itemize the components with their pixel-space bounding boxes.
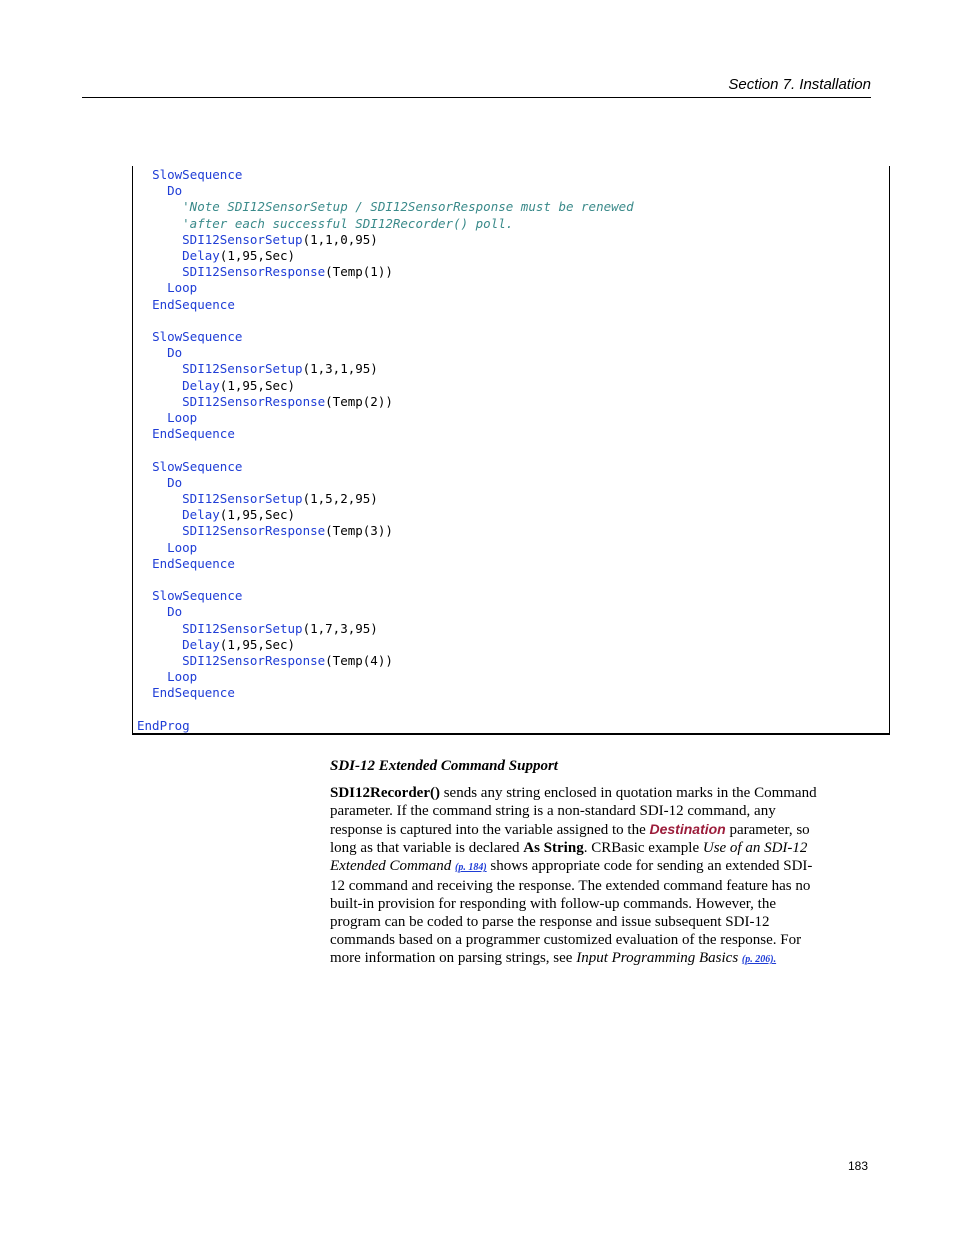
text-run: program can be coded to parse the response and issue subsequent SDI-12 — [330, 914, 770, 930]
code-text: (Temp(2)) — [325, 393, 393, 409]
code-keyword: Delay — [182, 636, 220, 652]
italic-title: Extended Command — [330, 858, 452, 874]
code-text: (1,3,1,95) — [302, 361, 378, 377]
code-text: (1,95,Sec) — [219, 507, 296, 523]
paragraph-line — [330, 784, 850, 802]
code-text — [137, 604, 167, 619]
section-title: Section 7. Installation — [728, 76, 871, 93]
code-line — [137, 426, 235, 442]
code-line — [137, 280, 197, 296]
text-run: . CRBasic example — [583, 840, 703, 856]
text-run: 12 command and receiving the response. The extended command feature has no — [330, 878, 811, 894]
paragraph-line — [330, 820, 850, 839]
code-text — [137, 556, 152, 571]
code-text — [137, 669, 167, 684]
bold-term: As String — [523, 840, 584, 856]
code-text — [137, 378, 182, 393]
code-comment: 'Note SDI12SensorSetup / SDI12SensorResponse must be renewed — [182, 199, 634, 215]
code-keyword: Loop — [167, 280, 198, 296]
code-keyword: EndSequence — [152, 296, 235, 312]
text-run: built-in provision for responding with follow-up commands. However, the — [330, 896, 776, 912]
code-text — [137, 199, 182, 214]
code-keyword: SDI12SensorSetup — [182, 231, 303, 247]
text-run: shows appropriate code for sending an extended SDI- — [486, 858, 813, 874]
code-line — [137, 475, 182, 491]
code-keyword: Delay — [182, 507, 220, 523]
code-keyword: SlowSequence — [152, 458, 243, 474]
code-line — [137, 523, 393, 539]
paragraph-line — [330, 913, 850, 931]
code-keyword: Loop — [167, 669, 198, 685]
code-text: (1,7,3,95) — [302, 620, 378, 636]
code-text: (1,95,Sec) — [219, 248, 296, 263]
code-line — [137, 216, 513, 232]
code-keyword: EndSequence — [152, 426, 235, 442]
code-text — [137, 183, 167, 198]
code-text: (1,1,0,95) — [302, 231, 378, 247]
paragraph-line — [330, 931, 850, 949]
code-keyword: SDI12SensorResponse — [182, 264, 326, 280]
code-line — [137, 248, 295, 264]
page-number: 183 — [848, 1159, 869, 1173]
code-text — [137, 685, 152, 700]
code-keyword: Delay — [182, 248, 220, 263]
code-text — [137, 264, 182, 279]
code-line — [137, 604, 182, 620]
code-keyword: SlowSequence — [152, 167, 243, 182]
code-line — [137, 491, 378, 507]
code-keyword: EndProg — [137, 717, 190, 733]
code-text: (1,95,Sec) — [219, 377, 296, 393]
code-text — [137, 540, 167, 555]
code-keyword: Loop — [167, 539, 198, 555]
code-line — [137, 410, 197, 426]
code-text: (1,95,Sec) — [219, 636, 296, 652]
code-text — [137, 507, 182, 522]
text-run: response is captured into the variable assigned to the — [330, 822, 650, 838]
code-line — [137, 669, 197, 685]
code-keyword: EndSequence — [152, 685, 235, 701]
code-text: (Temp(1)) — [325, 264, 393, 280]
code-text — [137, 167, 152, 182]
parameter-name: Destination — [649, 821, 726, 837]
paragraph-line — [330, 857, 850, 877]
code-line — [137, 199, 634, 215]
section-heading: SDI-12 Extended Command Support — [330, 758, 558, 774]
code-line — [137, 588, 242, 604]
code-keyword: Do — [167, 345, 183, 361]
code-text: (Temp(4)) — [325, 653, 393, 668]
code-line — [137, 345, 182, 361]
code-text — [137, 426, 152, 441]
text-run: long as that variable is declared — [330, 840, 524, 856]
italic-title: Input Programming Basics — [576, 950, 739, 966]
code-line — [137, 264, 393, 280]
code-keyword: Delay — [182, 377, 220, 393]
code-text — [137, 345, 167, 360]
code-keyword: SDI12SensorResponse — [182, 523, 326, 539]
code-keyword: SDI12SensorResponse — [182, 393, 326, 409]
code-text — [137, 394, 182, 409]
code-line — [137, 637, 295, 653]
code-keyword: SDI12SensorSetup — [182, 491, 303, 506]
code-keyword: Do — [167, 474, 183, 490]
italic-title: Use of an SDI-12 — [702, 840, 808, 856]
code-line — [137, 556, 235, 572]
code-text — [137, 491, 182, 506]
code-line — [137, 540, 197, 556]
text-run: parameter, so — [725, 822, 810, 838]
code-keyword: SlowSequence — [152, 329, 243, 344]
code-comment: 'after each successful SDI12Recorder() poll. — [182, 215, 514, 231]
code-line — [137, 718, 190, 734]
code-line — [137, 361, 378, 377]
code-text: (Temp(3)) — [325, 523, 393, 539]
text-run: parameter. If the command string is a non-standard SDI-12 command, any — [330, 803, 776, 819]
code-keyword: Loop — [167, 410, 198, 425]
code-text — [137, 588, 152, 603]
paragraph-line — [330, 802, 850, 820]
code-text — [137, 459, 152, 474]
page-header — [82, 76, 871, 98]
code-line — [137, 507, 295, 523]
body-paragraph — [330, 784, 850, 969]
code-text: (1,5,2,95) — [302, 491, 378, 506]
code-line — [137, 167, 242, 183]
code-text — [137, 248, 182, 263]
code-text — [137, 475, 167, 490]
page-reference-link[interactable]: (p. 184) — [454, 862, 487, 873]
paragraph-line — [330, 949, 850, 969]
code-text — [137, 232, 182, 247]
code-line — [137, 394, 393, 410]
code-keyword: Do — [167, 183, 183, 199]
paragraph-line — [330, 895, 850, 913]
code-listing — [132, 166, 890, 735]
code-keyword: SDI12SensorSetup — [182, 361, 303, 377]
text-run: more information on parsing strings, see — [330, 950, 577, 966]
code-text — [137, 216, 182, 231]
code-line — [137, 653, 393, 669]
code-line — [137, 459, 242, 475]
code-text — [137, 637, 182, 652]
paragraph-line — [330, 839, 850, 857]
code-text — [137, 361, 182, 376]
code-text — [137, 621, 182, 636]
text-run: sends any string enclosed in quotation marks in the Command — [439, 785, 817, 801]
code-text — [137, 329, 152, 344]
code-keyword: SlowSequence — [152, 588, 243, 604]
paragraph-line — [330, 877, 850, 895]
code-text — [137, 653, 182, 668]
code-line — [137, 329, 242, 345]
code-line — [137, 183, 182, 199]
code-keyword: SDI12SensorSetup — [182, 620, 303, 636]
code-keyword: Do — [167, 604, 183, 620]
text-run: commands based on a programmer customized evaluation of the response. For — [330, 932, 802, 948]
code-line — [137, 378, 295, 394]
code-keyword: SDI12SensorResponse — [182, 653, 326, 668]
code-line — [137, 297, 235, 313]
code-text — [137, 410, 167, 425]
code-line — [137, 232, 378, 248]
code-text — [137, 523, 182, 538]
code-keyword: EndSequence — [152, 555, 235, 571]
page-reference-link[interactable]: (p. 206). — [741, 954, 777, 965]
code-line — [137, 685, 235, 701]
code-text — [137, 280, 167, 295]
bold-term: SDI12Recorder() — [330, 785, 440, 801]
code-text — [137, 297, 152, 312]
code-line — [137, 621, 378, 637]
